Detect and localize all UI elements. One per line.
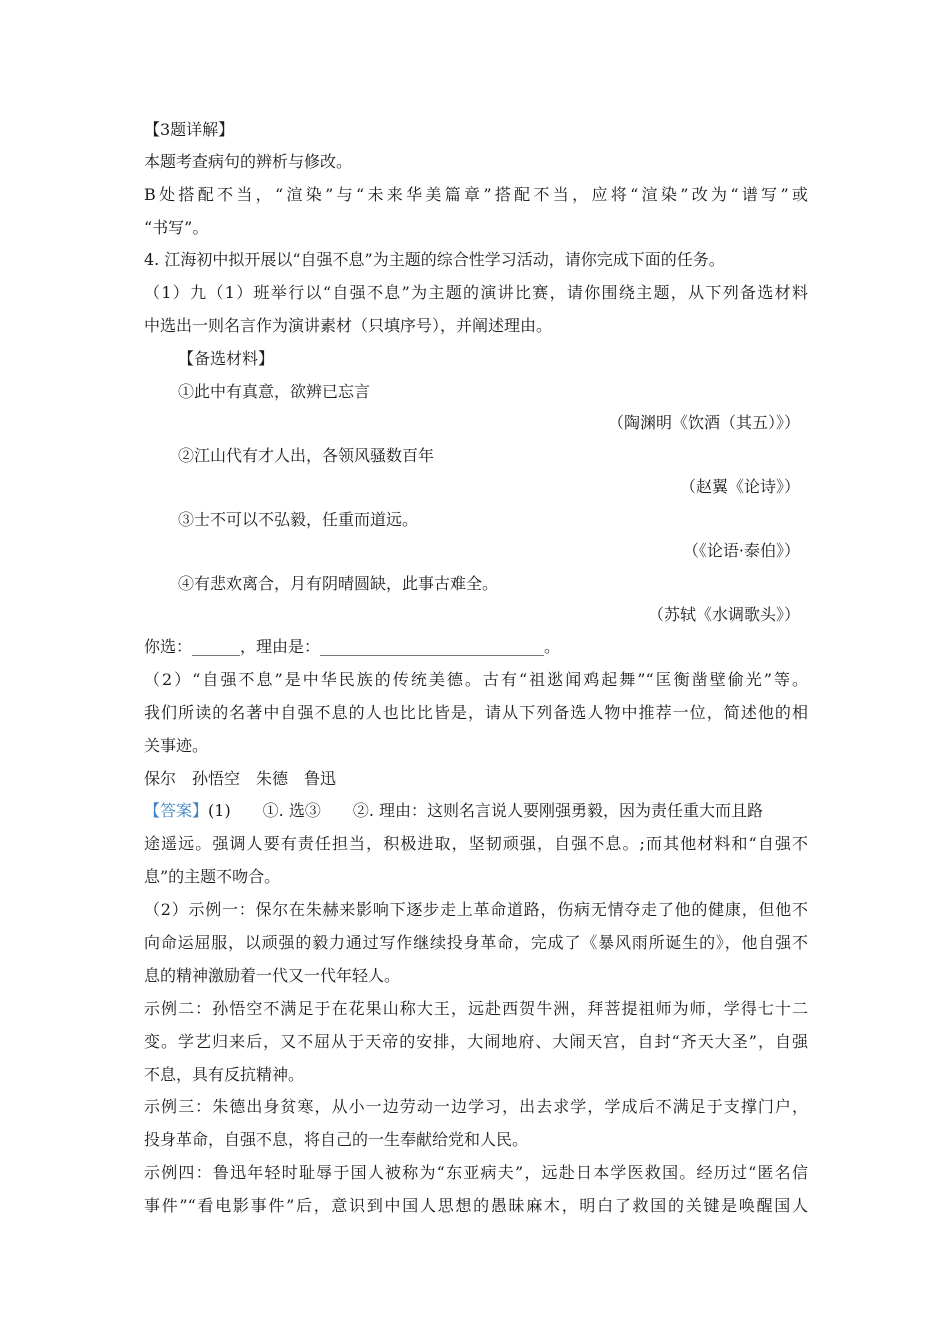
material-quote: ②江山代有才人出，各领风骚数百年 [178, 446, 435, 465]
material-source: （《论语·泰伯》） [682, 541, 800, 560]
q4-part2-line: 关事迹。 [144, 736, 209, 755]
material-source: （赵翼《论诗》） [679, 477, 800, 496]
q4-part2-line: 我们所读的名著中自强不息的人也比比皆是，请从下列备选人物中推荐一位，简述他的相 [144, 703, 808, 722]
answer-example-line: 投身革命，自强不息，将自己的一生奉献给党和人民。 [144, 1130, 529, 1149]
q3-detail-heading: 【3题详解】 [144, 120, 235, 139]
q3-detail-line: 本题考查病句的辨析与修改。 [144, 152, 353, 171]
q3-detail-line: B处搭配不当，“渲染”与“未来华美篇章”搭配不当，应将“渲染”改为“谱写”或 [144, 185, 808, 204]
material-quote: ①此中有真意，欲辨已忘言 [178, 382, 371, 401]
answer-tag: 【答案】 [144, 801, 209, 820]
material-source: （苏轼《水调歌头》） [647, 605, 800, 624]
answer-example-line: 息的精神激励着一代又一代年轻人。 [144, 966, 401, 985]
answer-example-line: 向命运屈服，以顽强的毅力通过写作继续投身革命，完成了《暴风雨所诞生的》，他自强不 [144, 933, 808, 952]
answer-line: 息”的主题不吻合。 [144, 867, 281, 886]
material-quote: ③士不可以不弘毅，任重而道远。 [178, 510, 419, 529]
answer-example-line: 事件”“看电影事件”后，意识到中国人思想的愚昧麻木，明白了救国的关键是唤醒国人 [144, 1196, 808, 1215]
material-source: （陶渊明《饮酒（其五）》） [607, 413, 800, 432]
q3-detail-line: “书写”。 [144, 218, 209, 237]
answer-example-line: 示例三：朱德出身贫寒，从小一边劳动一边学习，出去求学，学成后不满足于支撑门户， [144, 1097, 808, 1116]
q4-part1-line: （1）九（1）班举行以“自强不息”为主题的演讲比赛，请你围绕主题，从下列备选材料 [144, 283, 808, 302]
candidate-list: 保尔 孙悟空 朱德 鲁迅 [144, 769, 337, 788]
answer-blank-line: 你选：______，理由是：____________________________。 [144, 637, 561, 656]
materials-heading: 【备选材料】 [178, 349, 275, 368]
q4-part1-line: 中选出一则名言作为演讲素材（只填序号），并阐述理由。 [144, 316, 553, 335]
answer-text: (1) ①. 选③ ②. 理由：这则名言说人要刚强勇毅，因为责任重大而且路 [208, 801, 764, 820]
answer-example-line: 示例二：孙悟空不满足于在花果山称大王，远赴西贺牛洲，拜菩提祖师为师，学得七十二 [144, 999, 808, 1018]
answer-line [144, 801, 763, 821]
answer-line: 途遥远。强调人要有责任担当，积极进取，坚韧顽强，自强不息。;而其他材料和“自强不 [144, 834, 808, 853]
answer-example-line: （2）示例一：保尔在朱赫来影响下逐步走上革命道路，伤病无情夺走了他的健康，但他不 [144, 900, 808, 919]
q4-part2-line: （2）“自强不息”是中华民族的传统美德。古有“祖逖闻鸡起舞”“匡衡凿壁偷光”等。 [144, 670, 808, 689]
answer-example-line: 变。学艺归来后，又不屈从于天帝的安排，大闹地府、大闹天宫，自封“齐天大圣”，自强 [144, 1032, 808, 1051]
material-quote: ④有悲欢离合，月有阴晴圆缺，此事古难全。 [178, 574, 499, 593]
answer-example-line: 示例四：鲁迅年轻时耻辱于国人被称为“东亚病夫”，远赴日本学医救国。经历过“匿名信 [144, 1163, 808, 1182]
answer-example-line: 不息，具有反抗精神。 [144, 1065, 305, 1084]
q4-intro: 4. 江海初中拟开展以“自强不息”为主题的综合性学习活动，请你完成下面的任务。 [144, 250, 725, 269]
